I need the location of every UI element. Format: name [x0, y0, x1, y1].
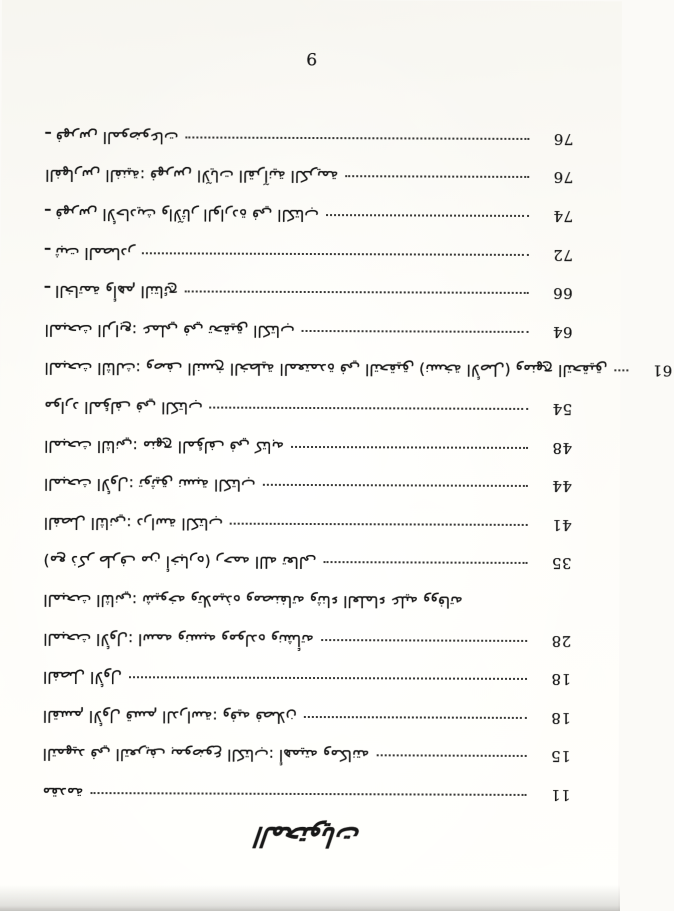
dot-leader — [614, 370, 628, 372]
toc-entry-row — [44, 383, 572, 424]
toc-entry-title: الفصل الأول — [42, 668, 122, 687]
toc-list — [42, 113, 673, 810]
toc-entry-page-number: 61 — [652, 361, 673, 381]
toc-heading: المحتويات — [254, 820, 362, 853]
toc-entry-page-number: 74 — [552, 207, 574, 226]
toc-entry-row — [43, 615, 571, 656]
toc-entry-page-number: 76 — [553, 129, 574, 149]
toc-entry-page-number: 18 — [550, 708, 571, 727]
toc-entry-title: الفهارس الفنية: فهرس الآيات القرآنية الكريمة — [45, 166, 339, 186]
toc-entry-page-number: 11 — [550, 786, 571, 805]
dot-leader — [129, 676, 527, 680]
toc-entry-title: التمهيد في التعريف بموضوع الكتاب: أهميته ومكانته — [42, 745, 370, 765]
toc-entry-page-number: 41 — [551, 515, 572, 534]
toc-entry-row — [43, 538, 571, 579]
toc-entry-row — [44, 422, 572, 463]
dot-leader — [326, 214, 529, 217]
toc-entry-title: مقدمة — [42, 783, 84, 803]
toc-entry-title: المبحث الثاني: شيوخه وتلاميذه ومصنفاته وثناء العلماء عليه ووفاته — [43, 590, 463, 611]
toc-entry-page-number: 44 — [551, 477, 572, 496]
toc-entry-row — [42, 769, 570, 810]
dash-bullet: ـ — [44, 282, 51, 301]
toc-entry-row — [43, 653, 571, 694]
toc-entry-title: المبحث الثالث: وصف النسخ الخطية المعتمدة في التحقيق (نسخة الأصل) ومنهج التحقيق — [44, 359, 608, 380]
toc-entry-row — [43, 731, 571, 772]
dash-bullet: ـ — [44, 243, 51, 262]
dot-leader — [185, 291, 529, 295]
dot-leader — [345, 176, 529, 179]
toc-entry-title: الفصل الثاني: دراسة الكتاب — [43, 513, 224, 533]
toc-entry-row — [44, 499, 572, 540]
toc-entry-row — [44, 460, 572, 501]
toc-entry-title: الخاتمة وأهم النتائج — [54, 282, 178, 301]
toc-entry-page-number: 28 — [551, 631, 572, 650]
toc-entry-page-number: 18 — [550, 670, 572, 689]
toc-entry-title: فهرس الأحاديث والآثار الواردة في الكتاب — [55, 204, 319, 225]
dot-leader — [304, 716, 527, 719]
toc-entry-row — [45, 152, 573, 193]
dot-leader — [90, 792, 526, 796]
folio-page-number: 9 — [306, 47, 318, 69]
dot-leader — [263, 484, 528, 487]
toc-entry-title: المبحث الرابع: عملي في تحقيق الكتاب — [44, 320, 295, 340]
toc-entry-page-number: 48 — [551, 438, 573, 457]
toc-entry-row — [45, 113, 573, 154]
toc-entry-page-number: 15 — [550, 747, 571, 766]
toc-entry-title: فهرس الموضوعات — [55, 127, 179, 147]
toc-entry-title: المبحث الأول: توثيق نسبة الكتاب — [43, 475, 256, 495]
toc-entry-page-number: 35 — [551, 554, 572, 573]
toc-entry-title: القسم الأول قسم الدراسة: وفيه فصلان — [42, 706, 297, 726]
toc-entry-page-number: 76 — [553, 168, 574, 187]
toc-entry-wrap-line — [43, 576, 571, 617]
dot-leader — [185, 136, 529, 140]
toc-entry-title: (مع ذكر طرف من أخباره) رحمه الله تعالى — [43, 552, 317, 572]
dot-leader — [302, 330, 529, 333]
toc-entry-row — [45, 268, 573, 309]
dot-leader — [142, 252, 529, 256]
toc-entry-row — [44, 345, 673, 386]
toc-entry-page-number: 72 — [552, 245, 573, 264]
toc-entry-row — [45, 190, 573, 231]
dot-leader — [230, 522, 528, 525]
toc-entry-page-number: 64 — [552, 322, 573, 342]
toc-entry-title: موارد المؤلف في الكتاب — [44, 397, 203, 417]
dot-leader — [323, 561, 527, 564]
dash-bullet: ـ — [45, 127, 51, 146]
toc-entry-title: المبحث الأول: اسمه ونسبه ومولده ونشأته — [43, 629, 314, 649]
toc-entry-row — [43, 692, 571, 733]
dot-leader — [376, 755, 526, 758]
dash-bullet: ـ — [45, 204, 51, 223]
dot-leader — [291, 446, 528, 449]
toc-entry-title: المبحث الثاني: منهج المؤلف في كتابه — [43, 436, 285, 456]
dot-leader — [321, 639, 527, 642]
toc-entry-page-number: 54 — [552, 400, 573, 419]
toc-entry-row — [45, 229, 573, 270]
dot-leader — [210, 407, 529, 410]
toc-entry-title: ثبت المصادر — [55, 243, 135, 262]
toc-entry-page-number: 66 — [552, 284, 573, 303]
toc-entry-row — [44, 306, 572, 347]
